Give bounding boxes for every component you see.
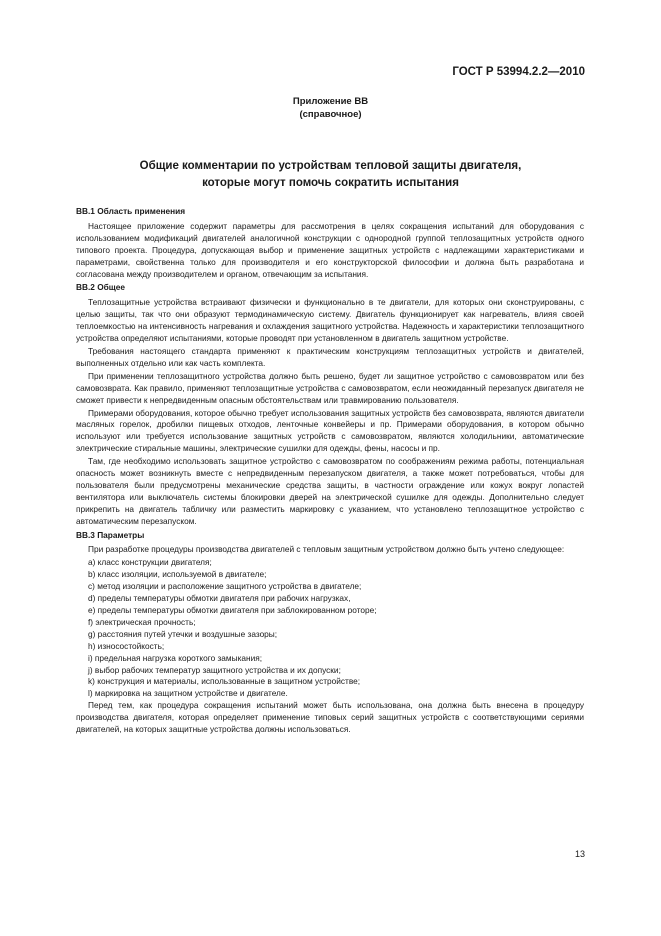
document-title: [60, 158, 601, 192]
paragraph: При применении теплозащитного устройства должно быть решено, будет ли защитное устройство с самовозвратом или без самовозврата. Как правило, применяют теплозащитные устройства с самовозвратом, если неожиданный перезапуск двигателя не сможет привести к непредвиденным опасным обстоятельствам или травмированию пользователя.: [76, 370, 584, 405]
section-heading-parameters: ВВ.3 Параметры: [76, 529, 145, 540]
page-number: 13: [574, 849, 585, 859]
list-item: l) маркировка на защитном устройстве и двигателе.: [88, 688, 288, 699]
list-item: i) предельная нагрузка короткого замыкания;: [88, 652, 263, 663]
list-item: e) пределы температуры обмотки двигателя при заблокированном роторе;: [88, 605, 377, 615]
list-item: a) класс конструкции двигателя;: [88, 557, 212, 568]
list-item: b) класс изоляции, используемой в двигателе;: [88, 569, 267, 580]
list-item: g) расстояния путей утечки и воздушные зазоры;: [88, 628, 278, 639]
title-line-2: которые могут помочь сократить испытания: [202, 177, 459, 189]
list-item: f) электрическая прочность;: [88, 616, 196, 627]
title-line-1: Общие комментарии по устройствам тепловой защиты двигателя,: [139, 160, 522, 172]
paragraph: Примерами оборудования, которое обычно требует использования защитных устройств без самовозврата, являются двигатели масляных горелок, дробилки пищевых отходов, ленточные конвейеры и пр. Примерами оборудования, в котором обычно используют или требуется использование защитных устройств с самовозвратом, являются холодильники, автоматические электрические стиральные машины, электрические сушилки для одежды, фены, насосы и пр.: [76, 407, 584, 454]
list-item: j) выбор рабочих температур защитного устройства и их допуски;: [88, 664, 341, 675]
paragraph: Перед тем, как процедура сокращения испытаний может быть использована, она должна быть внесена в процедуру производства двигателя, которая определяет применение типовых серий защитных устройств с соответствующими сериями двигателей, на которых защитные устройства должны использоваться.: [76, 700, 584, 735]
section-heading-scope: ВВ.1 Область применения: [76, 206, 186, 216]
standard-code: ГОСТ Р 53994.2.2—2010: [452, 66, 585, 78]
paragraph: Там, где необходимо использовать защитное устройство с самовозвратом по соображениям режима работы, потенциальная опасность может возникнуть вместе с непредвиденным перезапуском двигателя, а также может потребоваться, чтобы для пользователя были предусмотрены механические средства защиты, в частности ограждение или кожух вокруг лопастей вентилятора или выключатель системы блокировки дверей на электрической сушилке для одежды. Дополнительно следует прикрепить на двигатель табличку или разместить маркировку с указанием, что установлено теплозащитное устройство с автоматическим перезапуском.: [76, 456, 584, 526]
annex-subtitle: (справочное): [299, 109, 362, 120]
annex-title: Приложение ВВ: [292, 96, 369, 107]
section-heading-general: ВВ.2 Общее: [76, 282, 126, 293]
list-item: k) конструкция и материалы, использованные в защитном устройстве;: [88, 676, 361, 687]
paragraph: Настоящее приложение содержит параметры для рассмотрения в целях сокращения испытаний для оборудования с использованием модификаций двигателей аналогичной конструкции с однородной группой теплозащитных устройств одного типового проекта. Процедура, допускающая выбор и применение защитных устройств с надлежащими характеристиками и параметрами, свойственна только для производителя и его конструкторской философии и должна быть разработана и согласована между производителем и органом, отвечающим за испытания.: [76, 220, 584, 279]
parameter-list: [76, 557, 584, 700]
paragraph: Требования настоящего стандарта применяют к практическим конструкциям теплозащитных устройств и двигателей, выполненных отдельно или как часть комплекта.: [76, 345, 584, 368]
list-item: h) износостойкость;: [88, 640, 165, 651]
paragraph: Теплозащитные устройства встраивают физически и функционально в те двигатели, для которых они сконструированы, с целью защиты, так что они образуют термодинамическую систему. Двигатель функционирует как нагреватель, влияя своей теплоемкостью на интенсивность нагревания и охлаждения защитного устройства. Надежность и характеристики теплозащитного устройства определяют испытаниями, которые проводят при установленном в двигатель защитном устройстве.: [76, 297, 584, 344]
document-body: [76, 204, 584, 737]
paragraph: При разработке процедуры производства двигателей с тепловым защитным устройством должно быть учтено следующее:: [88, 544, 565, 555]
list-item: d) пределы температуры обмотки двигателя при рабочих нагрузках,: [88, 593, 351, 604]
list-item: c) метод изоляции и расположение защитного устройства в двигателе;: [88, 581, 362, 592]
